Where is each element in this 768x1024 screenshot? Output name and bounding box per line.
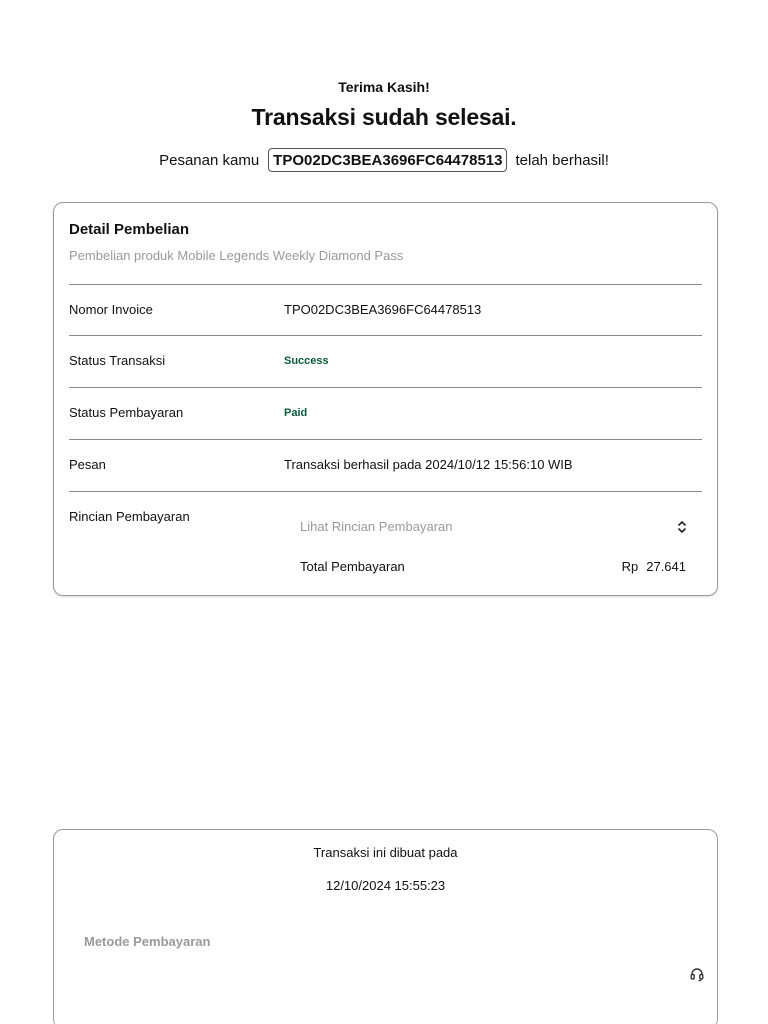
card-title: Detail Pembelian: [69, 221, 190, 238]
order-suffix: telah berhasil!: [515, 151, 609, 169]
order-prefix: Pesanan kamu: [159, 151, 260, 169]
row-invoice-number: [69, 284, 702, 336]
total-payment-amount: [622, 559, 686, 574]
row-label: Rincian Pembayaran: [69, 509, 190, 524]
total-payment-label: Total Pembayaran: [300, 559, 405, 574]
row-label: Status Pembayaran: [69, 405, 184, 420]
payment-detail-toggle[interactable]: [300, 517, 688, 539]
card-subtitle: Pembelian produk Mobile Legends Weekly Diamond Pass: [69, 248, 404, 263]
transaction-info-card: [53, 829, 718, 1024]
row-transaction-status: [69, 335, 702, 388]
page-title: Transaksi sudah selesai.: [251, 104, 517, 130]
payment-method-label: Metode Pembayaran: [84, 934, 211, 949]
payment-status-value: Paid: [284, 407, 308, 419]
currency-label: Rp: [621, 559, 639, 574]
amount-value: 27.641: [646, 559, 686, 574]
row-payment-status: [69, 387, 702, 439]
chevron-up-down-icon: [676, 517, 688, 537]
order-code-badge[interactable]: TPO02DC3BEA3696FC64478513: [268, 148, 507, 172]
row-label: Pesan: [69, 457, 106, 472]
message-value: Transaksi berhasil pada 2024/10/12 15:56:10 WIB: [284, 457, 573, 472]
created-at-label: Transaksi ini dibuat pada: [313, 845, 458, 860]
invoice-number-value: TPO02DC3BEA3696FC64478513: [284, 302, 482, 317]
thanks-text: Terima Kasih!: [338, 79, 430, 95]
row-message: [69, 439, 702, 491]
created-at-date: 12/10/2024 15:55:23: [325, 878, 446, 893]
purchase-detail-card: [53, 202, 718, 596]
total-payment-row: [300, 559, 686, 574]
row-payment-detail: [69, 491, 702, 591]
row-label: Nomor Invoice: [69, 302, 153, 317]
order-confirmation-line: [0, 148, 768, 172]
payment-detail-toggle-label: Lihat Rincian Pembayaran: [300, 519, 453, 534]
transaction-status-value: Success: [284, 355, 329, 367]
row-label: Status Transaksi: [69, 353, 166, 368]
headset-icon[interactable]: [689, 966, 705, 982]
